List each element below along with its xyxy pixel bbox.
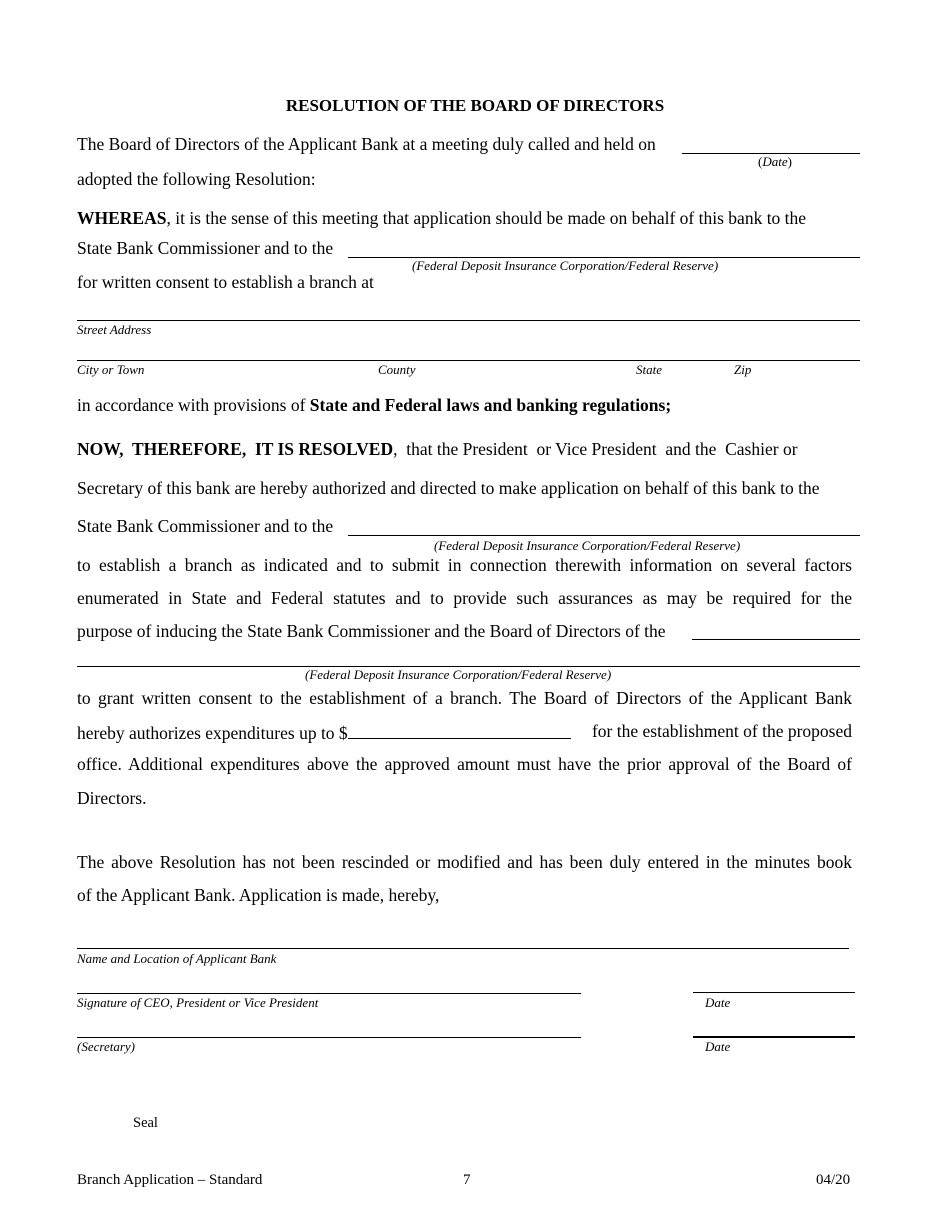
street-address-field[interactable] [77, 320, 860, 321]
street-address-caption: Street Address [77, 322, 152, 337]
agency-field-2[interactable] [348, 535, 860, 536]
expenditure-amount-field[interactable] [348, 723, 571, 739]
secretary-date-field[interactable] [693, 1036, 855, 1038]
agency-caption: (Federal Deposit Insurance Corporation/Federal Reserve) [305, 667, 612, 682]
whereas-line-1: WHEREAS, it is the sense of this meeting that application should be made on behalf of this bank to the [77, 208, 807, 228]
document-title: RESOLUTION OF THE BOARD OF DIRECTORS [285, 96, 665, 115]
resolved-line-2: Secretary of this bank are hereby authorized and directed to make application on behalf of this bank to the [77, 478, 820, 498]
resolved-line-4: to establish a branch as indicated and to submit in connection therewith information on several factors [77, 555, 852, 575]
ceo-date-field[interactable] [693, 992, 855, 993]
agency-caption: (Federal Deposit Insurance Corporation/Federal Reserve) [412, 258, 719, 273]
resolved-line-10: Directors. [77, 788, 147, 808]
county-caption: County [378, 362, 416, 377]
intro-line-1: The Board of Directors of the Applicant Bank at a meeting duly called and held on [77, 134, 656, 154]
date-caption: Date [705, 1039, 731, 1054]
date-caption: (Date) [758, 154, 792, 169]
date-caption: Date [705, 995, 731, 1010]
ceo-signature-field[interactable] [77, 993, 581, 994]
city-county-state-zip-field[interactable] [77, 360, 860, 361]
footer-form-name: Branch Application – Standard [77, 1172, 263, 1188]
whereas-line-3: for written consent to establish a branch at [77, 272, 374, 292]
secretary-signature-field[interactable] [77, 1037, 581, 1038]
zip-caption: Zip [734, 362, 752, 377]
bank-name-caption: Name and Location of Applicant Bank [77, 951, 277, 966]
resolved-line-6: purpose of inducing the State Bank Commissioner and the Board of Directors of the [77, 621, 666, 641]
resolved-line-9: office. Additional expenditures above the approved amount must have the prior approval of the Board of [77, 754, 852, 774]
resolved-line-3: State Bank Commissioner and to the [77, 516, 334, 536]
resolved-line-5: enumerated in State and Federal statutes and to provide such assurances as may be required for the [77, 588, 852, 608]
closing-line-1: The above Resolution has not been rescinded or modified and has been duly entered in the minutes book [77, 852, 852, 872]
accordance-line: in accordance with provisions of State and Federal laws and banking regulations; [77, 395, 672, 415]
agency-field-3a[interactable] [692, 639, 860, 640]
whereas-line-2: State Bank Commissioner and to the [77, 238, 334, 258]
state-caption: State [636, 362, 662, 377]
resolved-line-8: hereby authorizes expenditures up to $ for the establishment of the proposed [77, 721, 852, 743]
resolved-line-1: NOW, THEREFORE, IT IS RESOLVED, that the President or Vice President and the Cashier or [77, 439, 798, 459]
agency-caption: (Federal Deposit Insurance Corporation/Federal Reserve) [434, 538, 741, 553]
closing-line-2: of the Applicant Bank. Application is made, hereby, [77, 885, 440, 905]
page-number: 7 [463, 1172, 471, 1188]
secretary-caption: (Secretary) [77, 1039, 135, 1054]
city-caption: City or Town [77, 362, 145, 377]
resolved-line-7: to grant written consent to the establishment of a branch. The Board of Directors of the Applicant Bank [77, 688, 852, 708]
ceo-signature-caption: Signature of CEO, President or Vice President [77, 995, 319, 1010]
seal-label: Seal [133, 1115, 158, 1131]
bank-name-field[interactable] [77, 948, 849, 949]
intro-line-2: adopted the following Resolution: [77, 169, 316, 189]
footer-revision-date: 04/20 [816, 1172, 851, 1188]
